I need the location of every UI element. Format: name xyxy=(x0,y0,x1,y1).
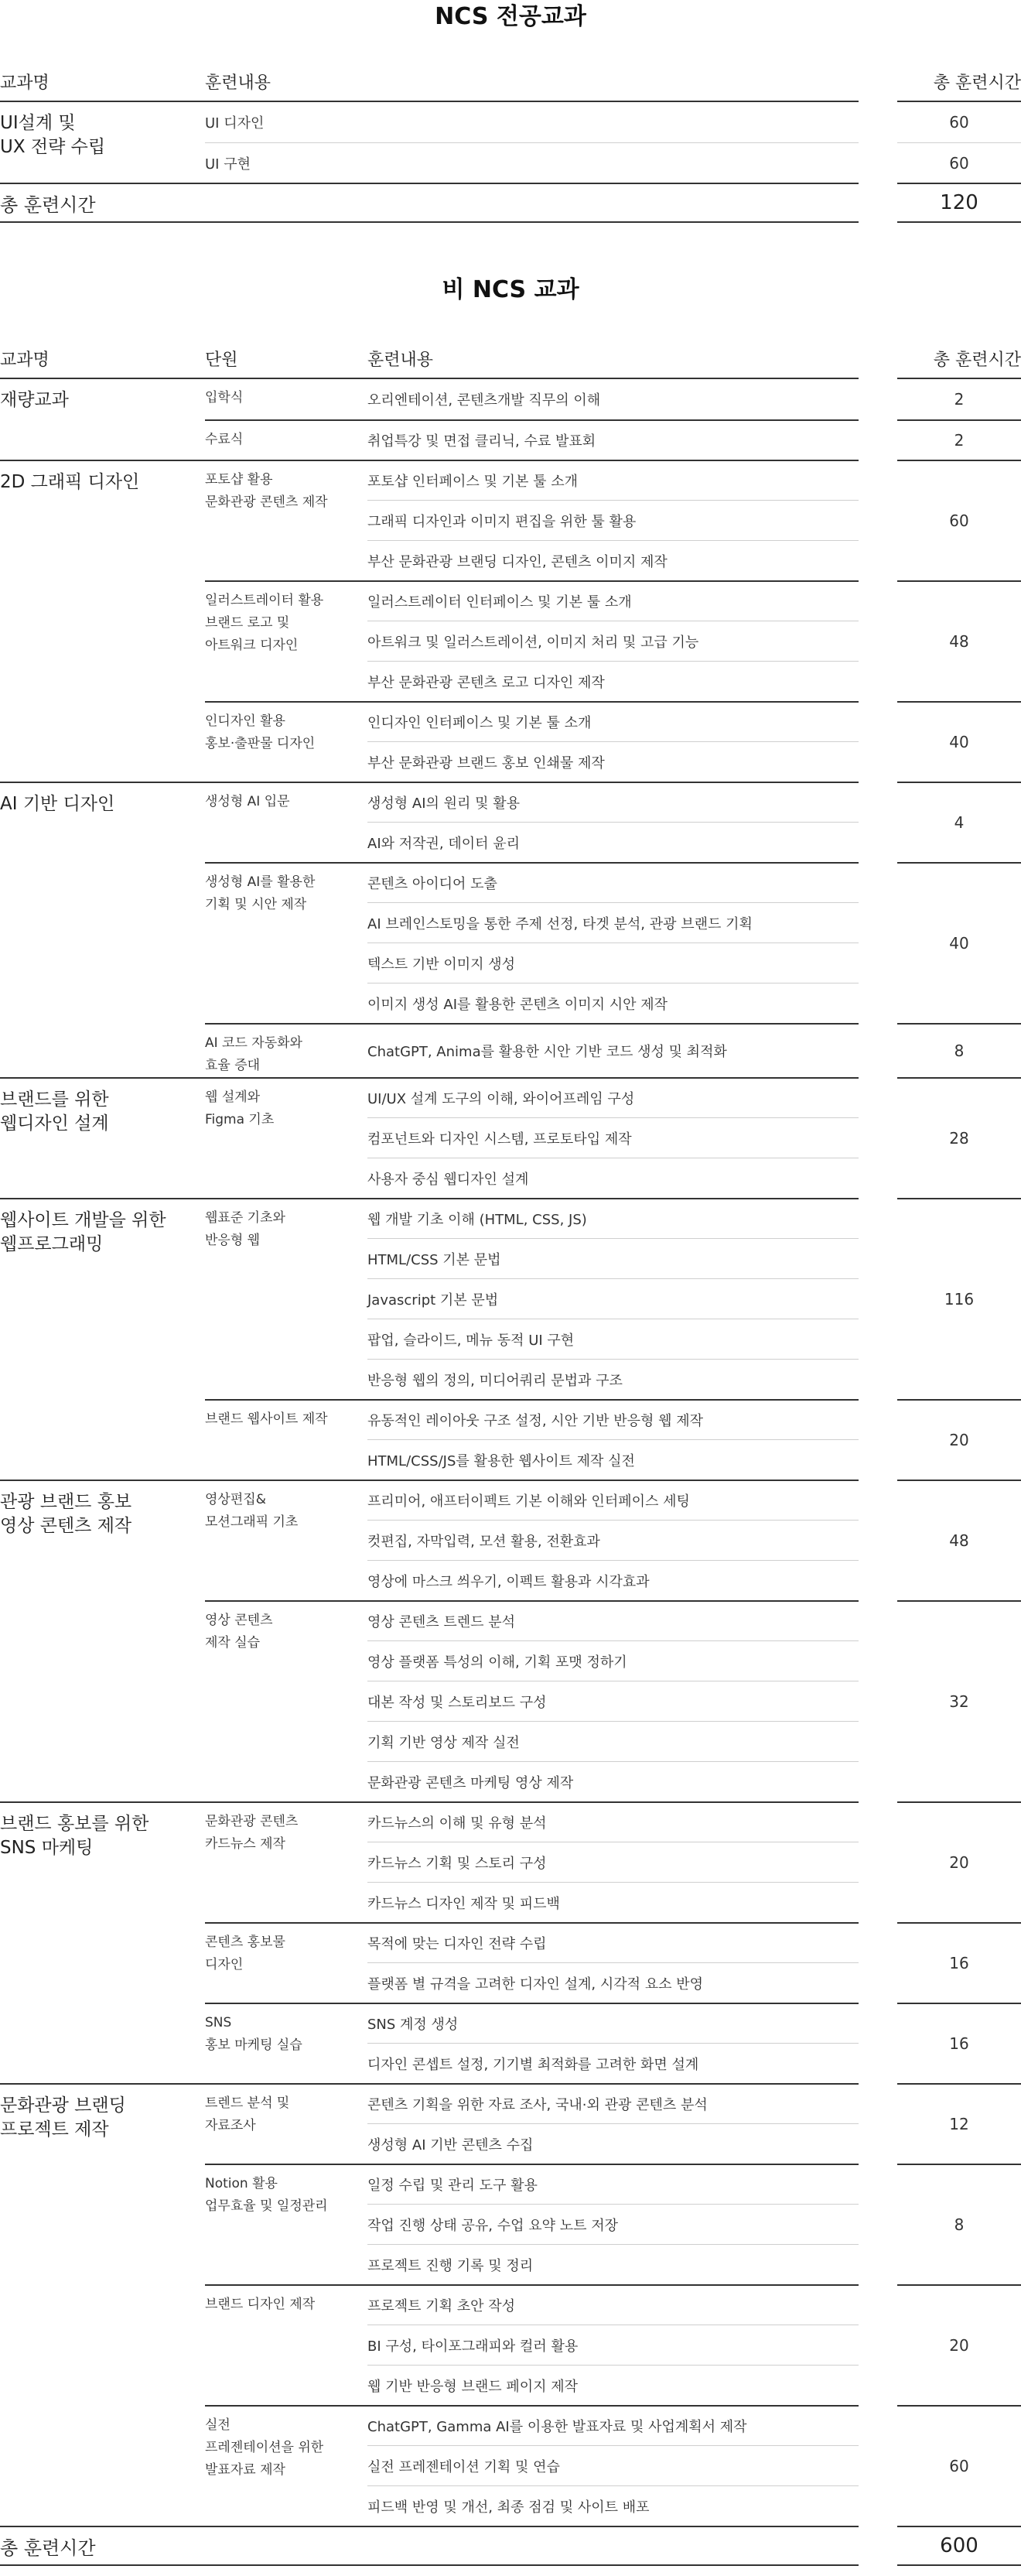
table-row xyxy=(0,1801,1021,1842)
course-name: 웹사이트 개발을 위한 웹프로그래밍 xyxy=(0,1198,205,1480)
gap-cell xyxy=(859,379,897,419)
header-hours: 총 훈련시간 xyxy=(897,339,1021,379)
unit-name: 포토샵 활용 문화관광 콘텐츠 제작 xyxy=(205,460,367,580)
header-course: 교과명 xyxy=(0,62,205,102)
hours-cell: 16 xyxy=(897,1922,1021,2003)
table-row xyxy=(0,1077,1021,1117)
gap-cell xyxy=(859,1480,897,1600)
gap-cell xyxy=(859,102,897,142)
unit-name: 일러스트레이터 활용 브랜드 로고 및 아트워크 디자인 xyxy=(205,580,367,701)
content-cell: 콘텐츠 기획을 위한 자료 조사, 국내·외 관광 콘텐츠 분석 xyxy=(367,2083,859,2123)
content-cell: 컷편집, 자막입력, 모션 활용, 전환효과 xyxy=(367,1520,859,1560)
table-row xyxy=(0,1198,1021,1238)
content-cell: 일정 수립 및 관리 도구 활용 xyxy=(367,2164,859,2204)
unit-name: 웹표준 기초와 반응형 웹 xyxy=(205,1198,367,1399)
table-row xyxy=(0,102,1021,142)
content-cell: 텍스트 기반 이미지 생성 xyxy=(367,942,859,983)
content-cell: 부산 문화관광 브랜딩 디자인, 콘텐츠 이미지 제작 xyxy=(367,540,859,580)
header-hours: 총 훈련시간 xyxy=(897,62,1021,102)
content-cell: ChatGPT, Gamma AI를 이용한 발표자료 및 사업계획서 제작 xyxy=(367,2405,859,2445)
table-row xyxy=(0,782,1021,822)
total-label: 총 훈련시간 xyxy=(0,2526,859,2566)
content-cell: HTML/CSS/JS를 활용한 웹사이트 제작 실전 xyxy=(367,1439,859,1480)
header-content: 훈련내용 xyxy=(367,339,859,379)
unit-name: 브랜드 웹사이트 제작 xyxy=(205,1399,367,1480)
content-cell: 컴포넌트와 디자인 시스템, 프로토타입 제작 xyxy=(367,1117,859,1158)
hours-cell: 48 xyxy=(897,1480,1021,1600)
unit-name: 입학식 xyxy=(205,390,244,405)
gap-cell xyxy=(859,1399,897,1480)
content-cell: 작업 진행 상태 공유, 수업 요약 노트 저장 xyxy=(367,2204,859,2244)
content-cell: UI/UX 설계 도구의 이해, 와이어프레임 구성 xyxy=(367,1077,859,1117)
content-cell: 인디자인 인터페이스 및 기본 툴 소개 xyxy=(367,701,859,741)
content-cell: 오리엔테이션, 콘텐츠개발 직무의 이해 xyxy=(367,392,601,409)
content-cell: 콘텐츠 아이디어 도출 xyxy=(367,862,859,902)
gap-cell xyxy=(859,2405,897,2526)
hours-cell: 8 xyxy=(897,1023,1021,1077)
hours-cell: 4 xyxy=(897,782,1021,862)
unit-name: 트렌드 분석 및 자료조사 xyxy=(205,2083,367,2164)
table-row xyxy=(0,379,1021,419)
content-cell: 실전 프레젠테이션 기획 및 연습 xyxy=(367,2445,859,2485)
content-cell: 피드백 반영 및 개선, 최종 점검 및 사이트 배포 xyxy=(367,2485,859,2526)
unit-name: 수료식 xyxy=(205,419,367,460)
gap-cell xyxy=(859,2003,897,2083)
hours-cell: 20 xyxy=(897,1399,1021,1480)
content-cell: 웹 기반 반응형 브랜드 페이지 제작 xyxy=(367,2365,859,2405)
content-cell: BI 구성, 타이포그래피와 컬러 활용 xyxy=(367,2325,859,2365)
course-name: 재량교과 xyxy=(0,390,69,410)
gap-cell xyxy=(859,701,897,782)
content-cell: Javascript 기본 문법 xyxy=(367,1278,859,1319)
gap-cell xyxy=(859,2083,897,2164)
total-hours: 120 xyxy=(897,183,1021,223)
content-cell: 부산 문화관광 브랜드 홍보 인쇄물 제작 xyxy=(367,741,859,782)
content-cell: SNS 계정 생성 xyxy=(367,2003,859,2043)
unit-name: 콘텐츠 홍보물 디자인 xyxy=(205,1922,367,2003)
gap-cell xyxy=(859,460,897,580)
table-row xyxy=(0,460,1021,500)
content-cell: 디자인 콘셉트 설정, 기기별 최적화를 고려한 화면 설계 xyxy=(367,2043,859,2083)
hours-cell: 48 xyxy=(897,580,1021,701)
content-cell: 대본 작성 및 스토리보드 구성 xyxy=(367,1681,859,1721)
content-cell: 문화관광 콘텐츠 마케팅 영상 제작 xyxy=(367,1761,859,1801)
hours-cell: 40 xyxy=(897,701,1021,782)
content-cell: 반응형 웹의 정의, 미디어쿼리 문법과 구조 xyxy=(367,1359,859,1399)
content-cell: 이미지 생성 AI를 활용한 콘텐츠 이미지 시안 제작 xyxy=(367,983,859,1023)
ncs-curriculum-table xyxy=(0,62,1021,223)
content-cell: HTML/CSS 기본 문법 xyxy=(367,1238,859,1278)
content-cell: 프리미어, 애프터이펙트 기본 이해와 인터페이스 세팅 xyxy=(367,1480,859,1520)
gap-cell xyxy=(859,419,897,460)
table-row xyxy=(0,1480,1021,1520)
unit-name: Notion 활용 업무효율 및 일정관리 xyxy=(205,2164,367,2284)
content-cell: 사용자 중심 웹디자인 설계 xyxy=(367,1158,859,1198)
hours-cell: 116 xyxy=(897,1198,1021,1399)
hours-cell: 16 xyxy=(897,2003,1021,2083)
gap-cell xyxy=(859,782,897,862)
content-cell: 영상 콘텐츠 트렌드 분석 xyxy=(367,1600,859,1640)
unit-name: 생성형 AI를 활용한 기획 및 시안 제작 xyxy=(205,862,367,1023)
unit-name: 실전 프레젠테이션을 위한 발표자료 제작 xyxy=(205,2405,367,2526)
content-cell: ChatGPT, Anima를 활용한 시안 기반 코드 생성 및 최적화 xyxy=(367,1023,859,1077)
content-cell: 프로젝트 진행 기록 및 정리 xyxy=(367,2244,859,2284)
course-name: 2D 그래픽 디자인 xyxy=(0,460,205,782)
content-cell: 일러스트레이터 인터페이스 및 기본 툴 소개 xyxy=(367,580,859,621)
content-cell: 웹 개발 기초 이해 (HTML, CSS, JS) xyxy=(367,1198,859,1238)
hours-cell: 2 xyxy=(954,390,965,409)
gap-cell xyxy=(859,1023,897,1077)
content-cell: 포토샵 인터페이스 및 기본 툴 소개 xyxy=(367,460,859,500)
course-name: 브랜드 홍보를 위한 SNS 마케팅 xyxy=(0,1801,205,2083)
course-name: 관광 브랜드 홍보 영상 콘텐츠 제작 xyxy=(0,1480,205,1801)
total-row xyxy=(0,183,1021,223)
non-ncs-section-title: 비 NCS 교과 xyxy=(442,276,579,303)
hours-cell: 32 xyxy=(897,1600,1021,1801)
content-cell: 영상 플랫폼 특성의 이해, 기획 포맷 정하기 xyxy=(367,1640,859,1681)
unit-name: 웹 설계와 Figma 기초 xyxy=(205,1077,367,1198)
gap-cell xyxy=(859,1077,897,1198)
content-cell: 팝업, 슬라이드, 메뉴 동적 UI 구현 xyxy=(367,1319,859,1359)
header-gap xyxy=(859,62,897,102)
content-cell: 취업특강 및 면접 클리닉, 수료 발표회 xyxy=(367,419,859,460)
unit-name: 생성형 AI 입문 xyxy=(205,782,367,862)
gap-cell xyxy=(859,2164,897,2284)
header-course: 교과명 xyxy=(0,339,205,379)
content-cell: 플랫폼 별 규격을 고려한 디자인 설계, 시각적 요소 반영 xyxy=(367,1962,859,2003)
total-hours: 600 xyxy=(897,2526,1021,2566)
hours-cell: 60 xyxy=(949,113,969,132)
unit-name: 문화관광 콘텐츠 카드뉴스 제작 xyxy=(205,1801,367,1922)
content-cell: 유동적인 레이아웃 구조 설정, 시안 기반 반응형 웹 제작 xyxy=(367,1399,859,1439)
hours-cell: 2 xyxy=(897,419,1021,460)
content-cell: 기획 기반 영상 제작 실전 xyxy=(367,1721,859,1761)
content-cell: 그래픽 디자인과 이미지 편집을 위한 툴 활용 xyxy=(367,500,859,540)
non-ncs-curriculum-table xyxy=(0,339,1021,2566)
gap-cell xyxy=(859,580,897,701)
unit-name: 브랜드 디자인 제작 xyxy=(205,2284,367,2405)
ncs-section-title: NCS 전공교과 xyxy=(435,3,586,30)
gap-cell xyxy=(859,1600,897,1801)
content-cell: UI 디자인 xyxy=(205,115,265,132)
content-cell: 생성형 AI의 원리 및 활용 xyxy=(367,782,859,822)
gap-cell xyxy=(859,1922,897,2003)
hours-cell: 60 xyxy=(897,2405,1021,2526)
header-unit: 단원 xyxy=(205,339,367,379)
header-content: 훈련내용 xyxy=(205,62,859,102)
course-name: UI설계 및 UX 전략 수립 xyxy=(0,113,106,157)
unit-name: 영상편집& 모션그래픽 기초 xyxy=(205,1480,367,1600)
course-name: 문화관광 브랜딩 프로젝트 제작 xyxy=(0,2083,205,2526)
hours-cell: 28 xyxy=(897,1077,1021,1198)
gap-cell xyxy=(859,1198,897,1399)
header-gap xyxy=(859,339,897,379)
unit-name: AI 코드 자동화와 효율 증대 xyxy=(205,1023,367,1077)
content-cell: 목적에 맞는 디자인 전략 수립 xyxy=(367,1922,859,1962)
hours-cell: 12 xyxy=(897,2083,1021,2164)
hours-cell: 60 xyxy=(897,142,1021,183)
unit-name: SNS 홍보 마케팅 실습 xyxy=(205,2003,367,2083)
gap-cell xyxy=(859,2526,897,2566)
content-cell: 카드뉴스 기획 및 스토리 구성 xyxy=(367,1842,859,1882)
content-cell: 카드뉴스 디자인 제작 및 피드백 xyxy=(367,1882,859,1922)
gap-cell xyxy=(859,142,897,183)
content-cell: 아트워크 및 일러스트레이션, 이미지 처리 및 고급 기능 xyxy=(367,621,859,661)
hours-cell: 8 xyxy=(897,2164,1021,2284)
table-header-row xyxy=(0,339,1021,379)
non-ncs-table-body xyxy=(0,379,1021,2566)
table-row xyxy=(0,2083,1021,2123)
content-cell: 카드뉴스의 이해 및 유형 분석 xyxy=(367,1801,859,1842)
content-cell: AI 브레인스토밍을 통한 주제 선정, 타겟 분석, 관광 브랜드 기획 xyxy=(367,902,859,942)
content-cell: UI 구현 xyxy=(205,142,859,183)
hours-cell: 20 xyxy=(897,2284,1021,2405)
gap-cell xyxy=(859,183,897,223)
content-cell: 영상에 마스크 씌우기, 이펙트 활용과 시각효과 xyxy=(367,1560,859,1600)
gap-cell xyxy=(859,1801,897,1922)
content-cell: AI와 저작권, 데이터 윤리 xyxy=(367,822,859,862)
content-cell: 부산 문화관광 콘텐츠 로고 디자인 제작 xyxy=(367,661,859,701)
content-cell: 생성형 AI 기반 콘텐츠 수집 xyxy=(367,2123,859,2164)
hours-cell: 20 xyxy=(897,1801,1021,1922)
table-header-row xyxy=(0,62,1021,102)
unit-name: 영상 콘텐츠 제작 실습 xyxy=(205,1600,367,1801)
content-cell: 프로젝트 기획 초안 작성 xyxy=(367,2284,859,2325)
course-name: 브랜드를 위한 웹디자인 설계 xyxy=(0,1077,205,1198)
hours-cell: 40 xyxy=(897,862,1021,1023)
gap-cell xyxy=(859,862,897,1023)
hours-cell: 60 xyxy=(897,460,1021,580)
course-name: AI 기반 디자인 xyxy=(0,782,205,1077)
total-label: 총 훈련시간 xyxy=(0,183,859,223)
gap-cell xyxy=(859,2284,897,2405)
unit-name: 인디자인 활용 홍보·출판물 디자인 xyxy=(205,701,367,782)
total-row xyxy=(0,2526,1021,2566)
